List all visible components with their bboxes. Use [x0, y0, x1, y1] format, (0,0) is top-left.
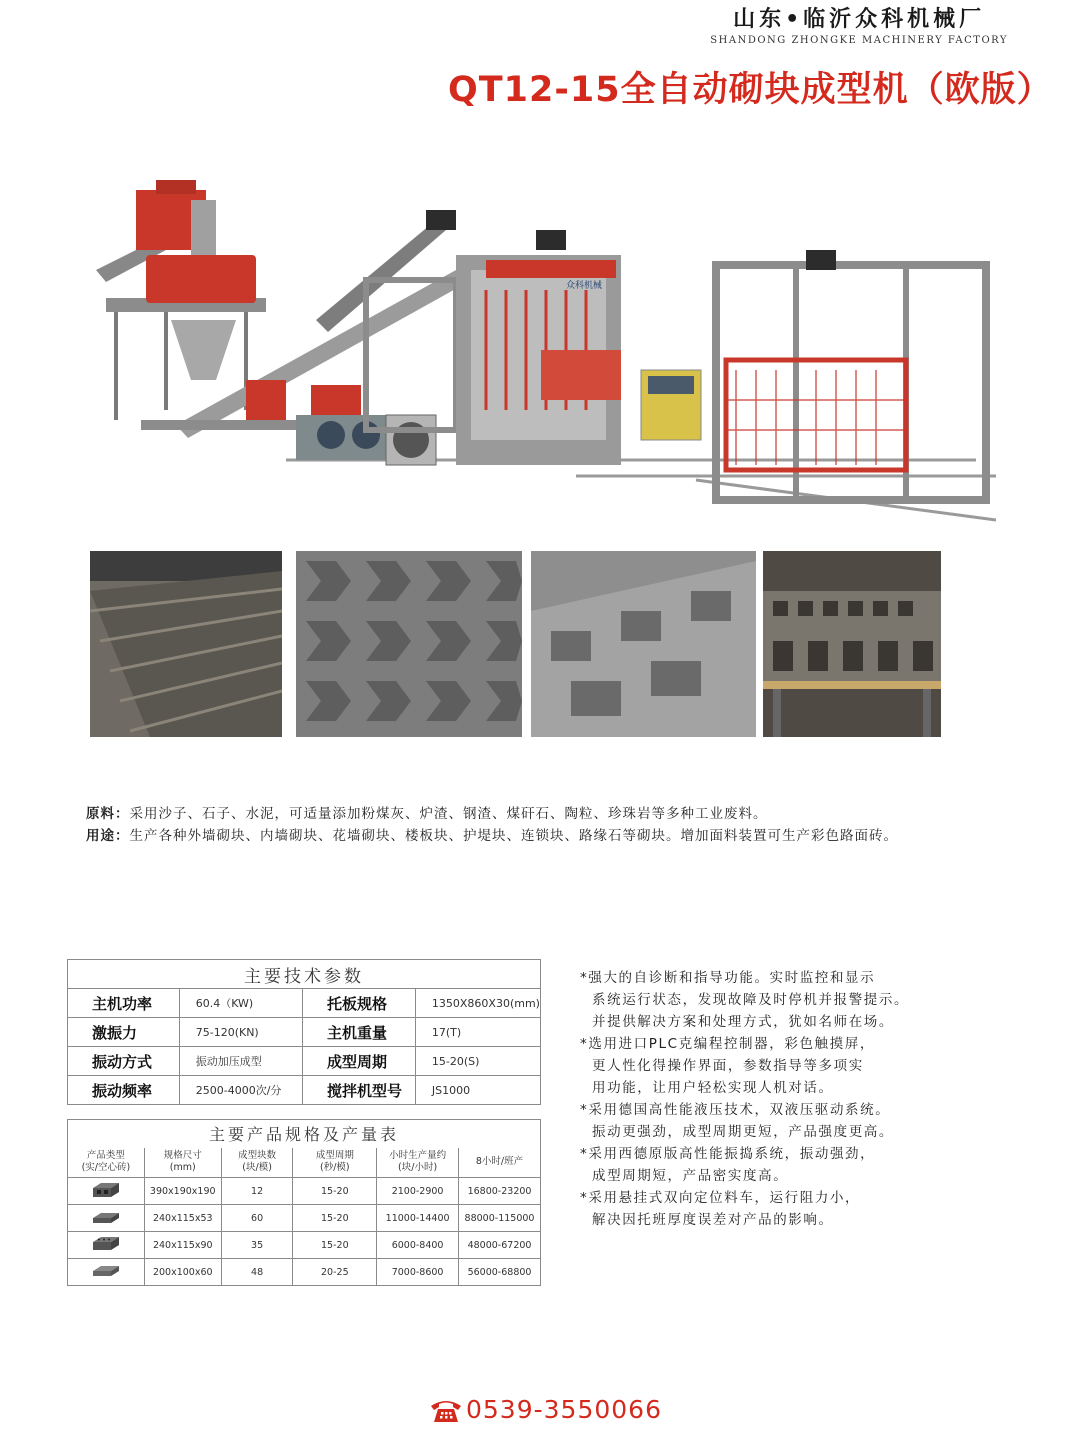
product-table-title: 主要产品规格及产量表 — [68, 1120, 541, 1148]
contact-phone — [429, 1395, 662, 1424]
tech-spec-table — [67, 959, 541, 1105]
product-table-header: 产品类型 (实/空心砖) 规格尺寸 (mm) 成型块数 (块/模) 成型周期 (秒/模) 小时生产量约 (块/小时) 8小时/班产 — [68, 1148, 541, 1178]
table-row: 240x115x53 60 15-20 11000-14400 88000-115000 — [68, 1205, 541, 1232]
spec-row: 激振力 75-120(KN) 主机重量 17(T) — [68, 1018, 541, 1047]
telephone-icon — [429, 1396, 463, 1424]
usage-line — [86, 824, 898, 844]
usage-text: 生产各种外墙砌块、内墙砌块、花墙砌块、楼板块、护堤块、连锁块、路缘石等砌块。增加面料装置可生产彩色路面砖。 — [129, 828, 898, 844]
curbstone-block-photo — [531, 551, 756, 737]
table-row: 200x100x60 48 20-25 7000-8600 56000-68800 — [68, 1259, 541, 1286]
hollow-block-photo — [763, 551, 941, 737]
phone-number: 0539-3550066 — [466, 1395, 662, 1424]
raw-material-line — [86, 802, 768, 822]
solid-brick-icon — [91, 1209, 121, 1225]
product-title: QT12-15全自动砌块成型机（欧版） — [448, 70, 1053, 110]
company-header — [710, 2, 1008, 46]
spec-row: 主机功率 60.4（KW) 托板规格 1350X860X30(mm) — [68, 989, 541, 1018]
perforated-brick-icon — [91, 1236, 121, 1252]
feature-item: *采用悬挂式双向定位料车，运行阻力小， 解决因托班厚度误差对产品的影响。 — [580, 1190, 861, 1228]
hollow-block-icon — [91, 1182, 121, 1198]
usage-label: 用途： — [86, 828, 130, 844]
spec-row: 振动方式 振动加压成型 成型周期 15-20(S) — [68, 1047, 541, 1076]
table-row: 390x190x190 12 15-20 2100-2900 16800-23200 — [68, 1178, 541, 1205]
company-name-en: SHANDONG ZHONGKE MACHINERY FACTORY — [710, 35, 1008, 46]
machine-logo: 众科机械 — [566, 281, 603, 291]
spec-row: 振动频率 2500-4000次/分 搅拌机型号 JS1000 — [68, 1076, 541, 1105]
feature-list — [580, 967, 909, 1231]
product-spec-table — [67, 1119, 541, 1286]
interlock-paver-photo — [296, 551, 522, 737]
feature-item: *采用西德原版高性能振捣系统，振动强劲， 成型周期短，产品密实度高。 — [580, 1146, 876, 1184]
block-yard-photo — [90, 551, 282, 737]
paver-brick-icon — [91, 1263, 121, 1279]
spec-table-title: 主要技术参数 — [68, 960, 541, 989]
raw-material-text: 采用沙子、石子、水泥，可适量添加粉煤灰、炉渣、钢渣、煤矸石、陶粒、珍珠岩等多种工业废料。 — [129, 806, 768, 822]
feature-item: *选用进口PLC克编程控制器，彩色触摸屏， 更人性化得操作界面，参数指导等多项实 用功能，让用户轻松实现人机对话。 — [580, 1036, 875, 1096]
feature-item: *采用德国高性能液压技术，双液压驱动系统。 振动更强劲，成型周期更短，产品强度更高。 — [580, 1102, 894, 1140]
block-machine-illustration — [96, 180, 996, 536]
table-row: 240x115x90 35 15-20 6000-8400 48000-67200 — [68, 1232, 541, 1259]
feature-item: *强大的自诊断和指导功能。实时监控和显示 系统运行状态，发现故障及时停机并报警提示。 并提供解决方案和处理方式，犹如名师在场。 — [580, 970, 910, 1030]
company-name-cn: 山东•临沂众科机械厂 — [733, 7, 986, 32]
raw-material-label: 原料： — [86, 806, 130, 822]
